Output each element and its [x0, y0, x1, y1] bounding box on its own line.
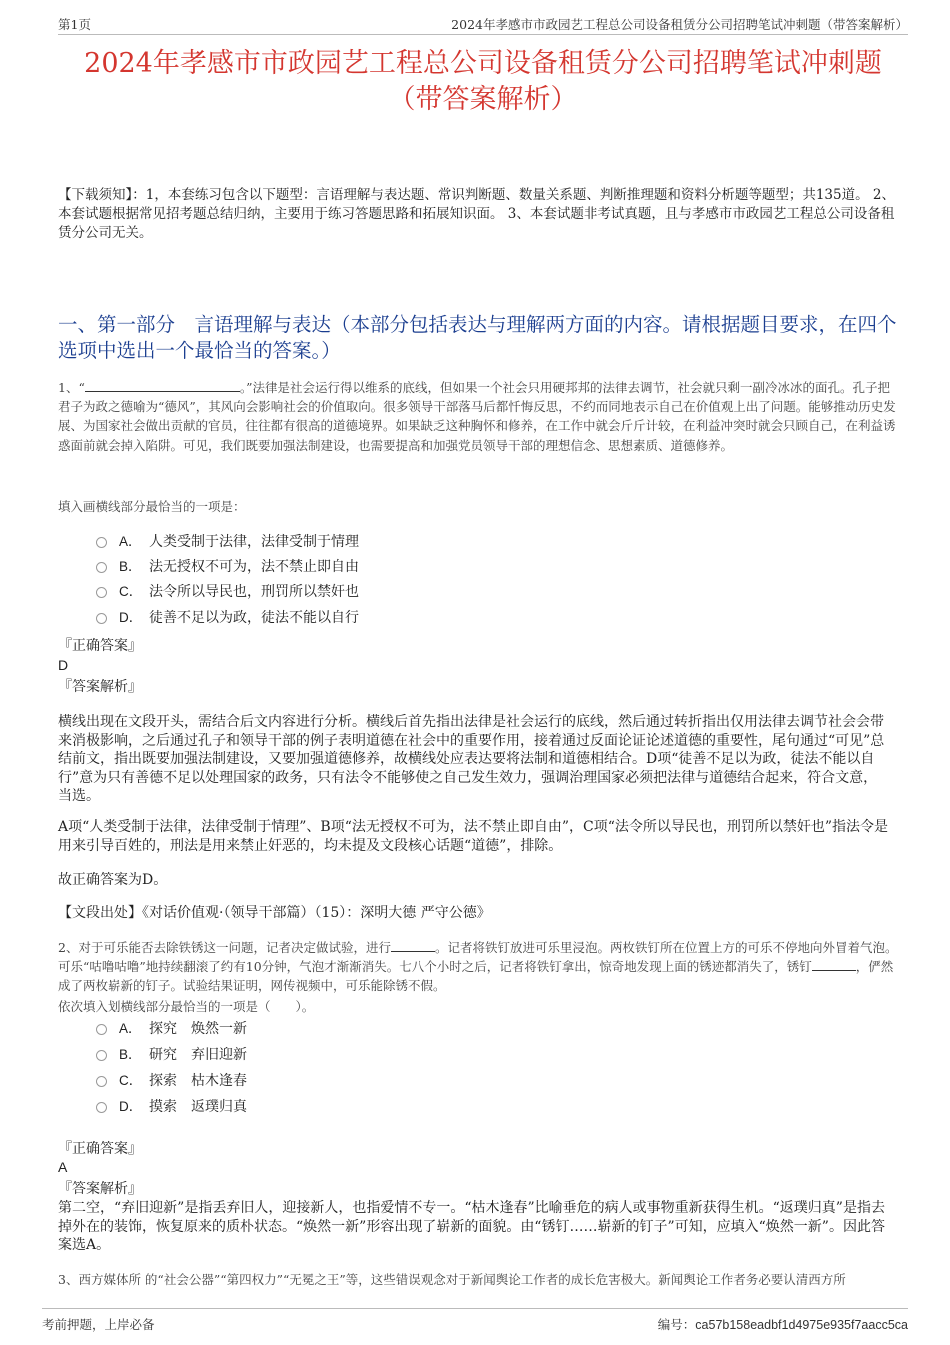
option-1b[interactable] — [96, 557, 359, 577]
option-letter: C． — [119, 584, 143, 599]
option-text: 人类受制于法律，法律受制于情理 — [149, 534, 359, 550]
option-text: 探索 枯木逢春 — [149, 1073, 247, 1089]
option-1d[interactable] — [96, 608, 359, 628]
answer-blank — [391, 939, 435, 952]
radio-icon[interactable] — [96, 537, 107, 548]
option-letter: A． — [119, 534, 142, 549]
question-1-prompt: 填入画横线部分最恰当的一项是： — [58, 499, 246, 514]
answer-blank — [812, 958, 856, 971]
document-code — [658, 1315, 908, 1333]
analysis-paragraph: 横线出现在文段开头，需结合后文内容进行分析。横线后首先指出法律是社会运行的底线，然后通过转折指出仅用法律去调节社会会带来消极影响，之后通过孔子和领导干部的例子表明道德在社会中的重要作用，接着通过反面论证论述道德的重要性，尾句通过“可见”总结前文，指出既要加强法制建设，又要加强道德修养，故横线处应表达要将法制和道德相结合。D项“徒善不足以为政，徒法不能以自行”意为只有善德不足以处理国家的政务，只有法令不能够使之自己发生效力，强调治理国家必须把法律与道德结合起来，符合文意，当选。 — [58, 714, 885, 804]
option-2c[interactable] — [96, 1071, 247, 1091]
option-2b[interactable] — [96, 1045, 247, 1065]
stem-part: 2、对于可乐能否去除铁锈这一问题，记者决定做试验，进行 — [58, 940, 391, 955]
analysis-conclusion: 故正确答案为D。 — [58, 872, 168, 888]
option-text: 摸索 返璞归真 — [149, 1099, 247, 1115]
correct-answer: D — [58, 657, 69, 673]
option-letter: B． — [119, 559, 142, 574]
option-letter: D． — [119, 1099, 143, 1114]
stem-part: 。记者将铁钉放进可乐里浸泡。两枚铁钉所在位置上方的可乐不停地向外冒着气泡。可乐“咕噜咕噜”地持续翻滚了约有10分钟，气泡才渐渐消失。七八个小时之后，记者将铁钉拿出，惊奇地发现上面的锈迹都消失了，锈钉 — [58, 940, 898, 975]
option-2a[interactable] — [96, 1019, 247, 1039]
running-title: 2024年孝感市市政园艺工程总公司设备租赁分公司招聘笔试冲刺题（带答案解析） — [451, 17, 908, 32]
stem-part: ，俨然成了两枚崭新的钉子。试验结果证明，网传视频中，可乐能除锈不假。 — [58, 959, 894, 994]
section-heading: 一、第一部分 言语理解与表达（本部分包括表达与理解两方面的内容。请根据题目要求，在四个选项中选出一个最恰当的答案。） — [58, 313, 897, 362]
radio-icon[interactable] — [96, 1102, 107, 1113]
page-header — [58, 14, 908, 35]
radio-icon[interactable] — [96, 1076, 107, 1087]
option-text: 徒善不足以为政，徒法不能以自行 — [149, 610, 359, 626]
option-letter: D． — [119, 610, 143, 625]
answer-blank — [85, 379, 240, 392]
option-text: 探究 焕然一新 — [149, 1021, 247, 1037]
option-text: 法无授权不可为，法不禁止即自由 — [149, 559, 359, 575]
analysis-paragraph: A项“人类受制于法律，法律受制于情理”、B项“法无授权不可为，法不禁止即自由”，C项“法令所以导民也，刑罚所以禁奸也”指法令是用来引导百姓的，刑法是用来禁止奸恶的，均未提及文段核心话题“道德”，排除。 — [58, 819, 889, 854]
option-text: 法令所以导民也，刑罚所以禁奸也 — [149, 584, 359, 600]
footer-slogan: 考前押题，上岸必备 — [42, 1317, 155, 1332]
option-1c[interactable] — [96, 582, 359, 602]
option-letter: A． — [119, 1021, 142, 1036]
question-1-prefix: 1、“ — [58, 380, 85, 395]
question-2-prompt: 依次填入划横线部分最恰当的一项是（ ）。 — [58, 999, 315, 1014]
question-3-stem: 3、西方媒体所 的“社会公器”“第四权力”“无冕之王”等，这些错误观念对于新闻舆论工作者的成长危害极大。新闻舆论工作者务必要认清西方所 — [58, 1272, 846, 1287]
page-footer — [42, 1308, 908, 1332]
download-notice: 【下载须知】：1，本套练习包含以下题型：言语理解与表达题、常识判断题、数量关系题、判断推理题和资料分析题等题型；共135道。 2、本套试题根据常见招考题总结归纳，主要用于练习答题思路和拓展知识面。 3、本套试题非考试真题，且与孝感市市政园艺工程总公司设备租赁分公司无关。 — [58, 187, 895, 241]
answer-label: 『正确答案』 — [58, 638, 142, 654]
analysis-paragraph: 第二空，“弃旧迎新”是指丢弃旧人，迎接新人，也指爱情不专一。“枯木逢春”比喻垂危的病人或事物重新获得生机。“返璞归真”是指去掉外在的装饰，恢复原来的质朴状态。“焕然一新”形容出现了崭新的面貌。由“锈钉……崭新的钉子”可知，应填入“焕然一新”。因此答案选A。 — [58, 1200, 885, 1253]
analysis-label: 『答案解析』 — [58, 679, 142, 695]
radio-icon[interactable] — [96, 1050, 107, 1061]
radio-icon[interactable] — [96, 1024, 107, 1035]
question-1-stem — [58, 378, 900, 455]
radio-icon[interactable] — [96, 587, 107, 598]
analysis-label: 『答案解析』 — [58, 1181, 142, 1197]
passage-source: 【文段出处】《对话价值观·（领导干部篇）（15）：深明大德 严守公德》 — [58, 905, 491, 921]
option-2d[interactable] — [96, 1097, 247, 1117]
question-1-text: 。”法律是社会运行得以维系的底线，但如果一个社会只用硬邦邦的法律去调节，社会就只剩一副冷冰冰的面孔。孔子把君子为政之德喻为“德风”，其风向会影响社会的价值取向。很多领导干部落马后都忏悔反思，不约而同地表示自己在价值观上出了问题。能够推动历史发展、为国家社会做出贡献的官员，往往都有很高的道德境界。如果缺乏这种胸怀和修养，在工作中就会斤斤计较，在利益冲突时就会只顾自己，在利益诱惑面前就会掉入陷阱。可见，我们既要加强法制建设，也需要提高和加强党员领导干部的理想信念、思想素质、道德修养。 — [58, 380, 896, 453]
page-number: 第1页 — [58, 17, 91, 32]
answer-label: 『正确答案』 — [58, 1141, 142, 1157]
code-value: ca57b158eadbf1d4975e935f7aacc5ca — [695, 1318, 908, 1332]
radio-icon[interactable] — [96, 613, 107, 624]
correct-answer: A — [58, 1159, 68, 1175]
code-label: 编号： — [657, 1317, 696, 1332]
option-text: 研究 弃旧迎新 — [149, 1047, 247, 1063]
option-letter: B． — [119, 1047, 142, 1062]
radio-icon[interactable] — [96, 562, 107, 573]
option-letter: C． — [119, 1073, 143, 1088]
document-title: 2024年孝感市市政园艺工程总公司设备租赁分公司招聘笔试冲刺题（带答案解析） — [84, 48, 882, 115]
option-1a[interactable] — [96, 532, 359, 552]
question-2-stem — [58, 938, 900, 996]
